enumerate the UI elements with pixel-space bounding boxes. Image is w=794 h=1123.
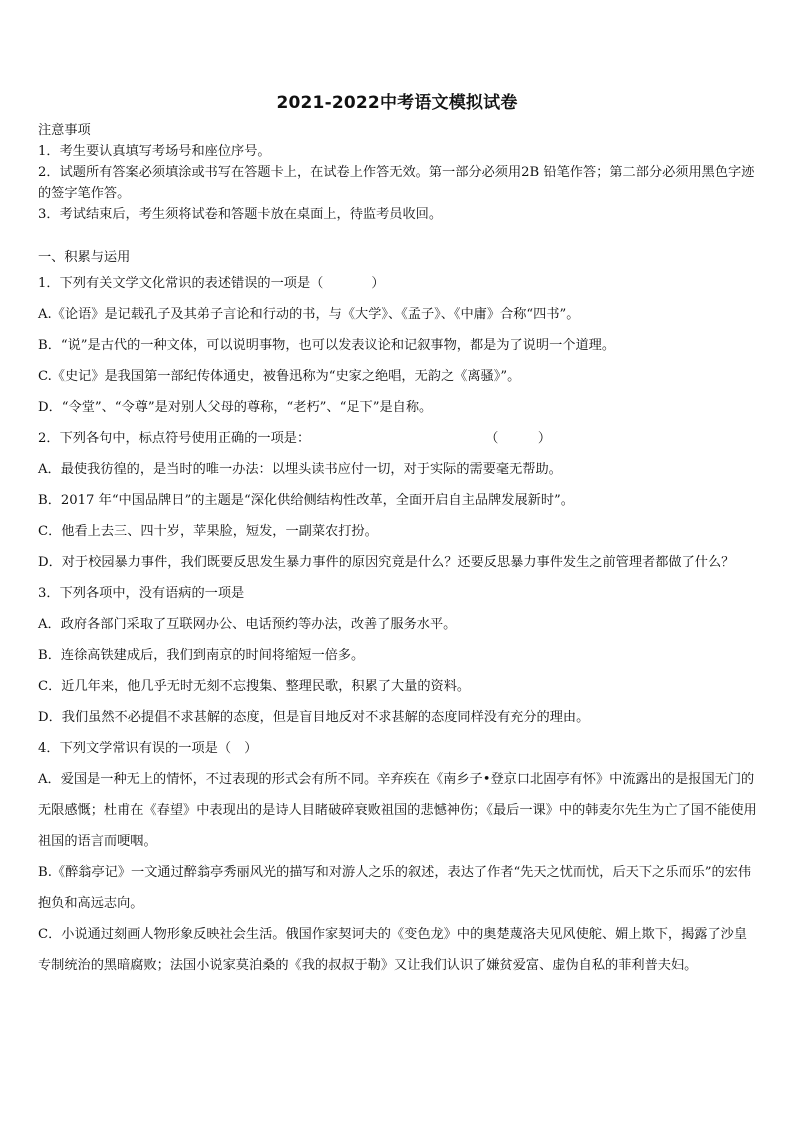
- notice-item: 3．考试结束后，考生须将试卷和答题卡放在桌面上，待监考员收回。: [38, 207, 443, 222]
- option-d: D．“令堂”、“令尊”是对别人父母的尊称，“老朽”、“足下”是自称。: [38, 400, 433, 415]
- option-b: B．“说”是古代的一种文体，可以说明事物，也可以发表议论和记叙事物，都是为了说明一个道理。: [38, 338, 616, 353]
- option-b: B.《醉翁亭记》一文通过醉翁亭秀丽风光的描写和对游人之乐的叙述，表达了作者“先天之忧而忧，后天下之乐而乐”的宏伟抱负和高远志向。: [38, 865, 752, 911]
- question-stem: [38, 423, 758, 454]
- question-1: [38, 268, 758, 423]
- question-stem: [38, 268, 758, 299]
- notice-item: 2．试题所有答案必须填涂或书写在答题卡上，在试卷上作答无效。第一部分必须用2B 铅笔作答；第二部分必须用黑色字迹的签字笔作答。: [38, 165, 755, 201]
- answer-paren: （ ）: [485, 431, 552, 446]
- option-b: B．2017 年“中国品牌日”的主题是“深化供给侧结构性改革，全面开启自主品牌发展新时”。: [38, 493, 574, 508]
- option-d: D．我们虽然不必提倡不求甚解的态度，但是盲目地反对不求甚解的态度同样没有充分的理由。: [38, 710, 590, 725]
- answer-paren: ）: [371, 276, 385, 291]
- question-4: [38, 733, 758, 981]
- question-2: [38, 423, 758, 578]
- question-3: [38, 578, 758, 733]
- option-c: C．他看上去三、四十岁，苹果脸，短发，一副菜农打扮。: [38, 524, 378, 539]
- notice-heading: 注意事项: [38, 123, 91, 138]
- notice-section: [38, 120, 758, 225]
- page-title: 2021-2022中考语文模拟试卷: [276, 93, 518, 113]
- question-stem: 3．下列各项中，没有语病的一项是: [38, 586, 245, 601]
- section-heading: 一、积累与运用: [38, 250, 131, 265]
- option-a: A.《论语》是记载孔子及其弟子言论和行动的书，与《大学》、《孟子》、《中庸》合称“四书”。: [38, 307, 580, 322]
- option-c: C.《史记》是我国第一部纪传体通史，被鲁迅称为“史家之绝唱，无韵之《离骚》”。: [38, 369, 521, 384]
- notice-item: 1．考生要认真填写考场号和座位序号。: [38, 144, 271, 159]
- option-b: B．连徐高铁建成后，我们到南京的时间将缩短一倍多。: [38, 648, 365, 663]
- option-a: A．政府各部门采取了互联网办公、电话预约等办法，改善了服务水平。: [38, 617, 457, 632]
- option-a: A．最使我彷徨的，是当时的唯一办法：以埋头读书应付一切，对于实际的需要毫无帮助。: [38, 462, 562, 477]
- option-c: C．小说通过刻画人物形象反映社会生活。俄国作家契诃夫的《变色龙》中的奥楚蔑洛夫见风使舵、媚上欺下，揭露了沙皇专制统治的黑暗腐败；法国小说家莫泊桑的《我的叔叔于勒》又让我们认识了嫌贫爱富、虚伪自私的菲利普夫妇。: [38, 927, 748, 973]
- option-a: A．爱国是一种无上的情怀，不过表现的形式会有所不同。辛弃疾在《南乡子•登京口北固亭有怀》中流露出的是报国无门的无限感慨；杜甫在《春望》中表现出的是诗人目睹破碎衰败祖国的悲憾神伤；《最后一课》中的韩麦尔先生为亡了国不能使用祖国的语言而哽咽。: [38, 772, 757, 849]
- question-stem: 4．下列文学常识有误的一项是（ ）: [38, 741, 258, 756]
- option-d: D．对于校园暴力事件，我们既要反思发生暴力事件的原因究竟是什么？还要反思暴力事件发生之前管理者都做了什么？: [38, 555, 735, 570]
- question-stem-text: 2．下列各句中，标点符号使用正确的一项是：: [38, 431, 311, 446]
- document-body: [38, 120, 758, 981]
- question-stem-text: 1．下列有关文学文化常识的表述错误的一项是（: [38, 276, 324, 291]
- option-c: C．近几年来，他几乎无时无刻不忘搜集、整理民歌，积累了大量的资料。: [38, 679, 471, 694]
